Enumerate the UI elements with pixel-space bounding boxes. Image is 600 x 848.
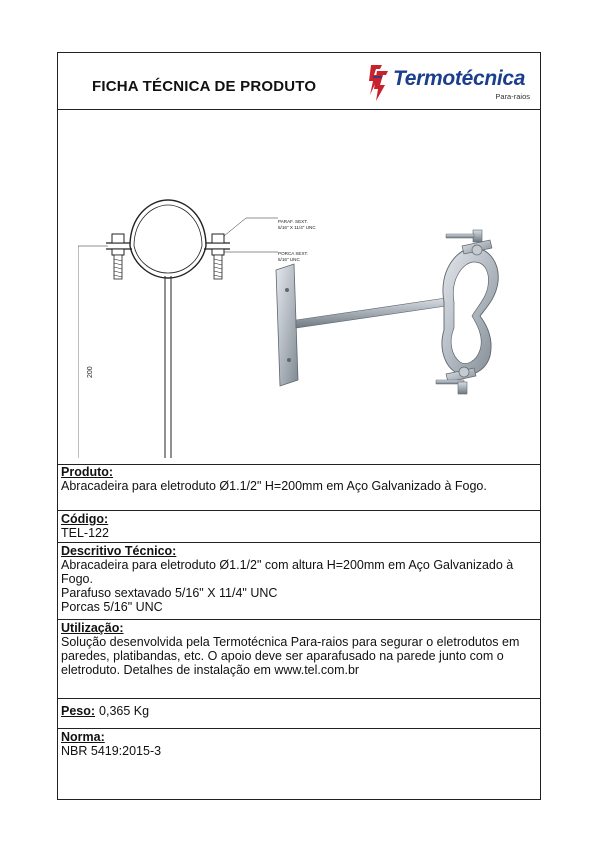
dimension-value: 200 bbox=[87, 366, 94, 378]
dimension-200-label bbox=[82, 350, 96, 380]
section-peso bbox=[58, 699, 540, 729]
section-descritivo-label: Descritivo Técnico: bbox=[61, 544, 177, 558]
header bbox=[58, 53, 540, 110]
section-utilizacao-line: paredes, platibandas, etc. O apoio deve ser aparafusado na parede junto com o bbox=[61, 649, 504, 663]
section-peso-label: Peso: bbox=[61, 704, 96, 718]
page-title: FICHA TÉCNICA DE PRODUTO bbox=[92, 78, 317, 95]
lightning-logo-icon bbox=[368, 63, 392, 103]
brand-logo bbox=[368, 61, 534, 105]
section-utilizacao-line: eletroduto. Detalhes de instalação em www.tel.com.br bbox=[61, 663, 360, 677]
product-image-area bbox=[58, 110, 540, 465]
section-descritivo-line: Abracadeira para eletroduto Ø1.1/2" com altura H=200mm em Aço Galvanizado à Fogo. bbox=[61, 558, 514, 586]
section-utilizacao bbox=[58, 620, 540, 699]
section-descritivo bbox=[58, 543, 540, 620]
section-norma bbox=[58, 729, 540, 801]
section-codigo bbox=[58, 511, 540, 543]
section-codigo-label: Código: bbox=[61, 512, 109, 526]
section-descritivo-line: Parafuso sextavado 5/16" X 11/4" UNC bbox=[61, 586, 278, 600]
section-codigo-text: TEL-122 bbox=[61, 526, 109, 540]
section-utilizacao-label: Utilização: bbox=[61, 621, 124, 635]
bolt-callout-1: PARAF. SEXT. bbox=[278, 219, 308, 224]
bolt-callout-2: 5/16" X 11/4" UNC bbox=[278, 225, 316, 230]
section-descritivo-line: Porcas 5/16" UNC bbox=[61, 600, 163, 614]
product-photo bbox=[268, 220, 528, 450]
section-peso-value: 0,365 Kg bbox=[99, 704, 150, 718]
section-norma-label: Norma: bbox=[61, 730, 105, 744]
section-produto-text: Abracadeira para eletroduto Ø1.1/2" H=200mm em Aço Galvanizado à Fogo. bbox=[61, 479, 487, 493]
brand-name: Termotécnica bbox=[393, 67, 526, 90]
section-norma-text: NBR 5419:2015-3 bbox=[61, 744, 162, 758]
nut-callout-2: 5/16" UNC bbox=[278, 257, 300, 262]
nut-callout-1: PORCA SEXT. bbox=[278, 251, 309, 256]
brand-subtitle: Para-raios bbox=[495, 92, 530, 101]
product-datasheet bbox=[57, 52, 541, 800]
section-utilizacao-line: Solução desenvolvida pela Termotécnica Para-raios para segurar o eletrodutos em bbox=[61, 635, 520, 649]
technical-drawing bbox=[78, 118, 298, 458]
section-produto-label: Produto: bbox=[61, 465, 114, 479]
section-produto bbox=[58, 464, 540, 511]
